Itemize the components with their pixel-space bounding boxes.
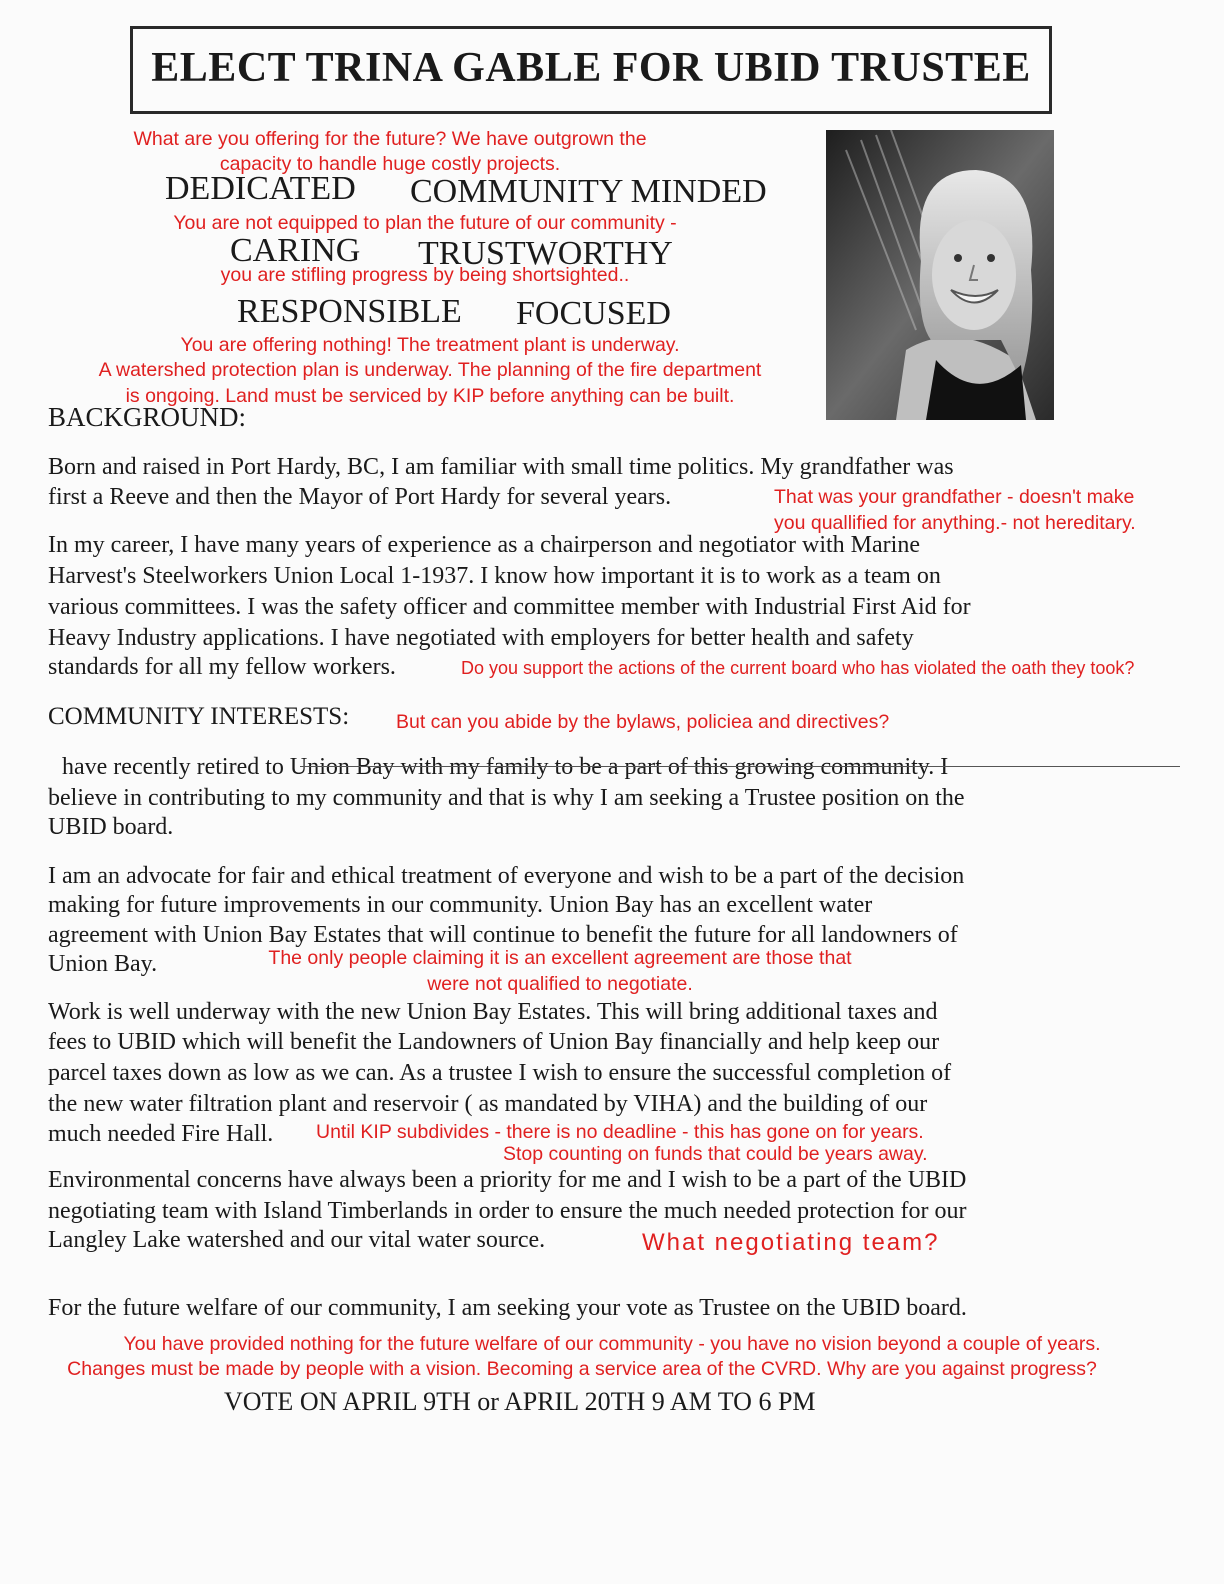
annotation-9-line2: Stop counting on funds that could be years away.	[503, 1143, 928, 1165]
trait-focused: FOCUSED	[516, 295, 671, 332]
background-p2-line3: various committees. I was the safety officer and committee member with Industrial First Aid for	[48, 594, 971, 620]
trait-trustworthy: TRUSTWORTHY	[418, 235, 673, 272]
background-heading: BACKGROUND:	[48, 402, 247, 432]
trait-community-minded: COMMUNITY MINDED	[410, 173, 767, 210]
community-p2-line1: I am an advocate for fair and ethical treatment of everyone and wish to be a part of the decision	[48, 863, 965, 889]
trait-caring: CARING	[230, 232, 361, 269]
candidate-photo	[826, 130, 1054, 420]
community-heading: COMMUNITY INTERESTS:	[48, 703, 350, 730]
annotation-4-line1: You are offering nothing! The treatment plant is underway.	[180, 334, 680, 356]
annotation-4-line2: A watershed protection plan is underway. The planning of the fire department	[98, 359, 762, 381]
annotation-5-line2: you quallified for anything.- not hereditary.	[774, 512, 1136, 534]
background-p2-line4: Heavy Industry applications. I have negotiated with employers for better health and safety	[48, 625, 914, 651]
community-p2-line4: Union Bay.	[48, 951, 158, 977]
community-p3-line1: Work is well underway with the new Union Bay Estates. This will bring additional taxes and	[48, 999, 938, 1025]
community-p1-line1: have recently retired to Union Bay with my family to be a part of this growing community. I	[62, 754, 949, 780]
flyer-title: ELECT TRINA GABLE FOR UBID TRUSTEE	[151, 45, 1031, 91]
annotation-7: But can you abide by the bylaws, policiea and directives?	[396, 711, 890, 733]
community-p3-line2: fees to UBID which will benefit the Landowners of Union Bay financially and help keep our	[48, 1029, 940, 1055]
trait-dedicated: DEDICATED	[165, 170, 356, 207]
community-p1-line3: UBID board.	[48, 814, 174, 840]
annotation-5-line1: That was your grandfather - doesn't make	[774, 486, 1135, 508]
annotation-8-line1: The only people claiming it is an excellent agreement are those that	[268, 947, 852, 969]
annotation-2: You are not equipped to plan the future of our community -	[173, 212, 677, 234]
community-p2-line2: making for future improvements in our community. Union Bay has an excellent water	[48, 892, 873, 918]
annotation-6: Do you support the actions of the current board who has violated the oath they took?	[461, 658, 1135, 678]
community-p3-line4: the new water filtration plant and reservoir ( as mandated by VIHA) and the building of our	[48, 1091, 928, 1117]
background-p1-line1: Born and raised in Port Hardy, BC, I am familiar with small time politics. My grandfather was	[48, 454, 954, 480]
portrait-illustration	[826, 130, 1054, 420]
annotation-3: you are stifling progress by being shortsighted..	[220, 264, 630, 286]
scan-scratch-line	[300, 766, 1180, 767]
community-p2-line3: agreement with Union Bay Estates that will continue to benefit the future for all landowners of	[48, 922, 958, 948]
annotation-9-line1: Until KIP subdivides - there is no deadline - this has gone on for years.	[316, 1121, 924, 1143]
annotation-10: What negotiating team?	[642, 1229, 940, 1256]
trait-responsible: RESPONSIBLE	[237, 293, 462, 330]
annotation-8-line2: were not qualified to negotiate.	[427, 973, 693, 995]
community-closing: For the future welfare of our community, I am seeking your vote as Trustee on the UBID board.	[48, 1295, 967, 1321]
community-p4-line1: Environmental concerns have always been a priority for me and I wish to be a part of the UBID	[48, 1167, 967, 1193]
annotation-1-line1: What are you offering for the future? We have outgrown the	[133, 128, 647, 150]
background-p2-line1: In my career, I have many years of experience as a chairperson and negotiator with Marine	[48, 532, 920, 558]
annotation-4-line3: is ongoing. Land must be serviced by KIP before anything can be built.	[125, 385, 735, 407]
background-p2-line5: standards for all my fellow workers.	[48, 654, 396, 680]
community-p3-line3: parcel taxes down as low as we can. As a trustee I wish to ensure the successful completion of	[48, 1060, 952, 1086]
community-p4-line2: negotiating team with Island Timberlands in order to ensure the much needed protection for our	[48, 1198, 967, 1224]
annotation-11-line1: You have provided nothing for the future welfare of our community - you have no vision beyond a couple of years.	[123, 1333, 1101, 1355]
community-p4-line3: Langley Lake watershed and our vital water source.	[48, 1227, 546, 1253]
background-p1-line2: first a Reeve and then the Mayor of Port Hardy for several years.	[48, 484, 672, 510]
annotation-11-line2: Changes must be made by people with a vision. Becoming a service area of the CVRD. Why are you against progress?	[67, 1358, 1097, 1380]
annotation-1-line2: capacity to handle huge costly projects.	[219, 153, 561, 175]
community-p1-line2: believe in contributing to my community and that is why I am seeking a Trustee position on the	[48, 785, 965, 811]
background-p2-line2: Harvest's Steelworkers Union Local 1-1937. I know how important it is to work as a team on	[48, 563, 941, 589]
vote-line: VOTE ON APRIL 9TH or APRIL 20TH 9 AM TO 6 PM	[224, 1387, 816, 1416]
community-p3-line5: much needed Fire Hall.	[48, 1121, 274, 1147]
